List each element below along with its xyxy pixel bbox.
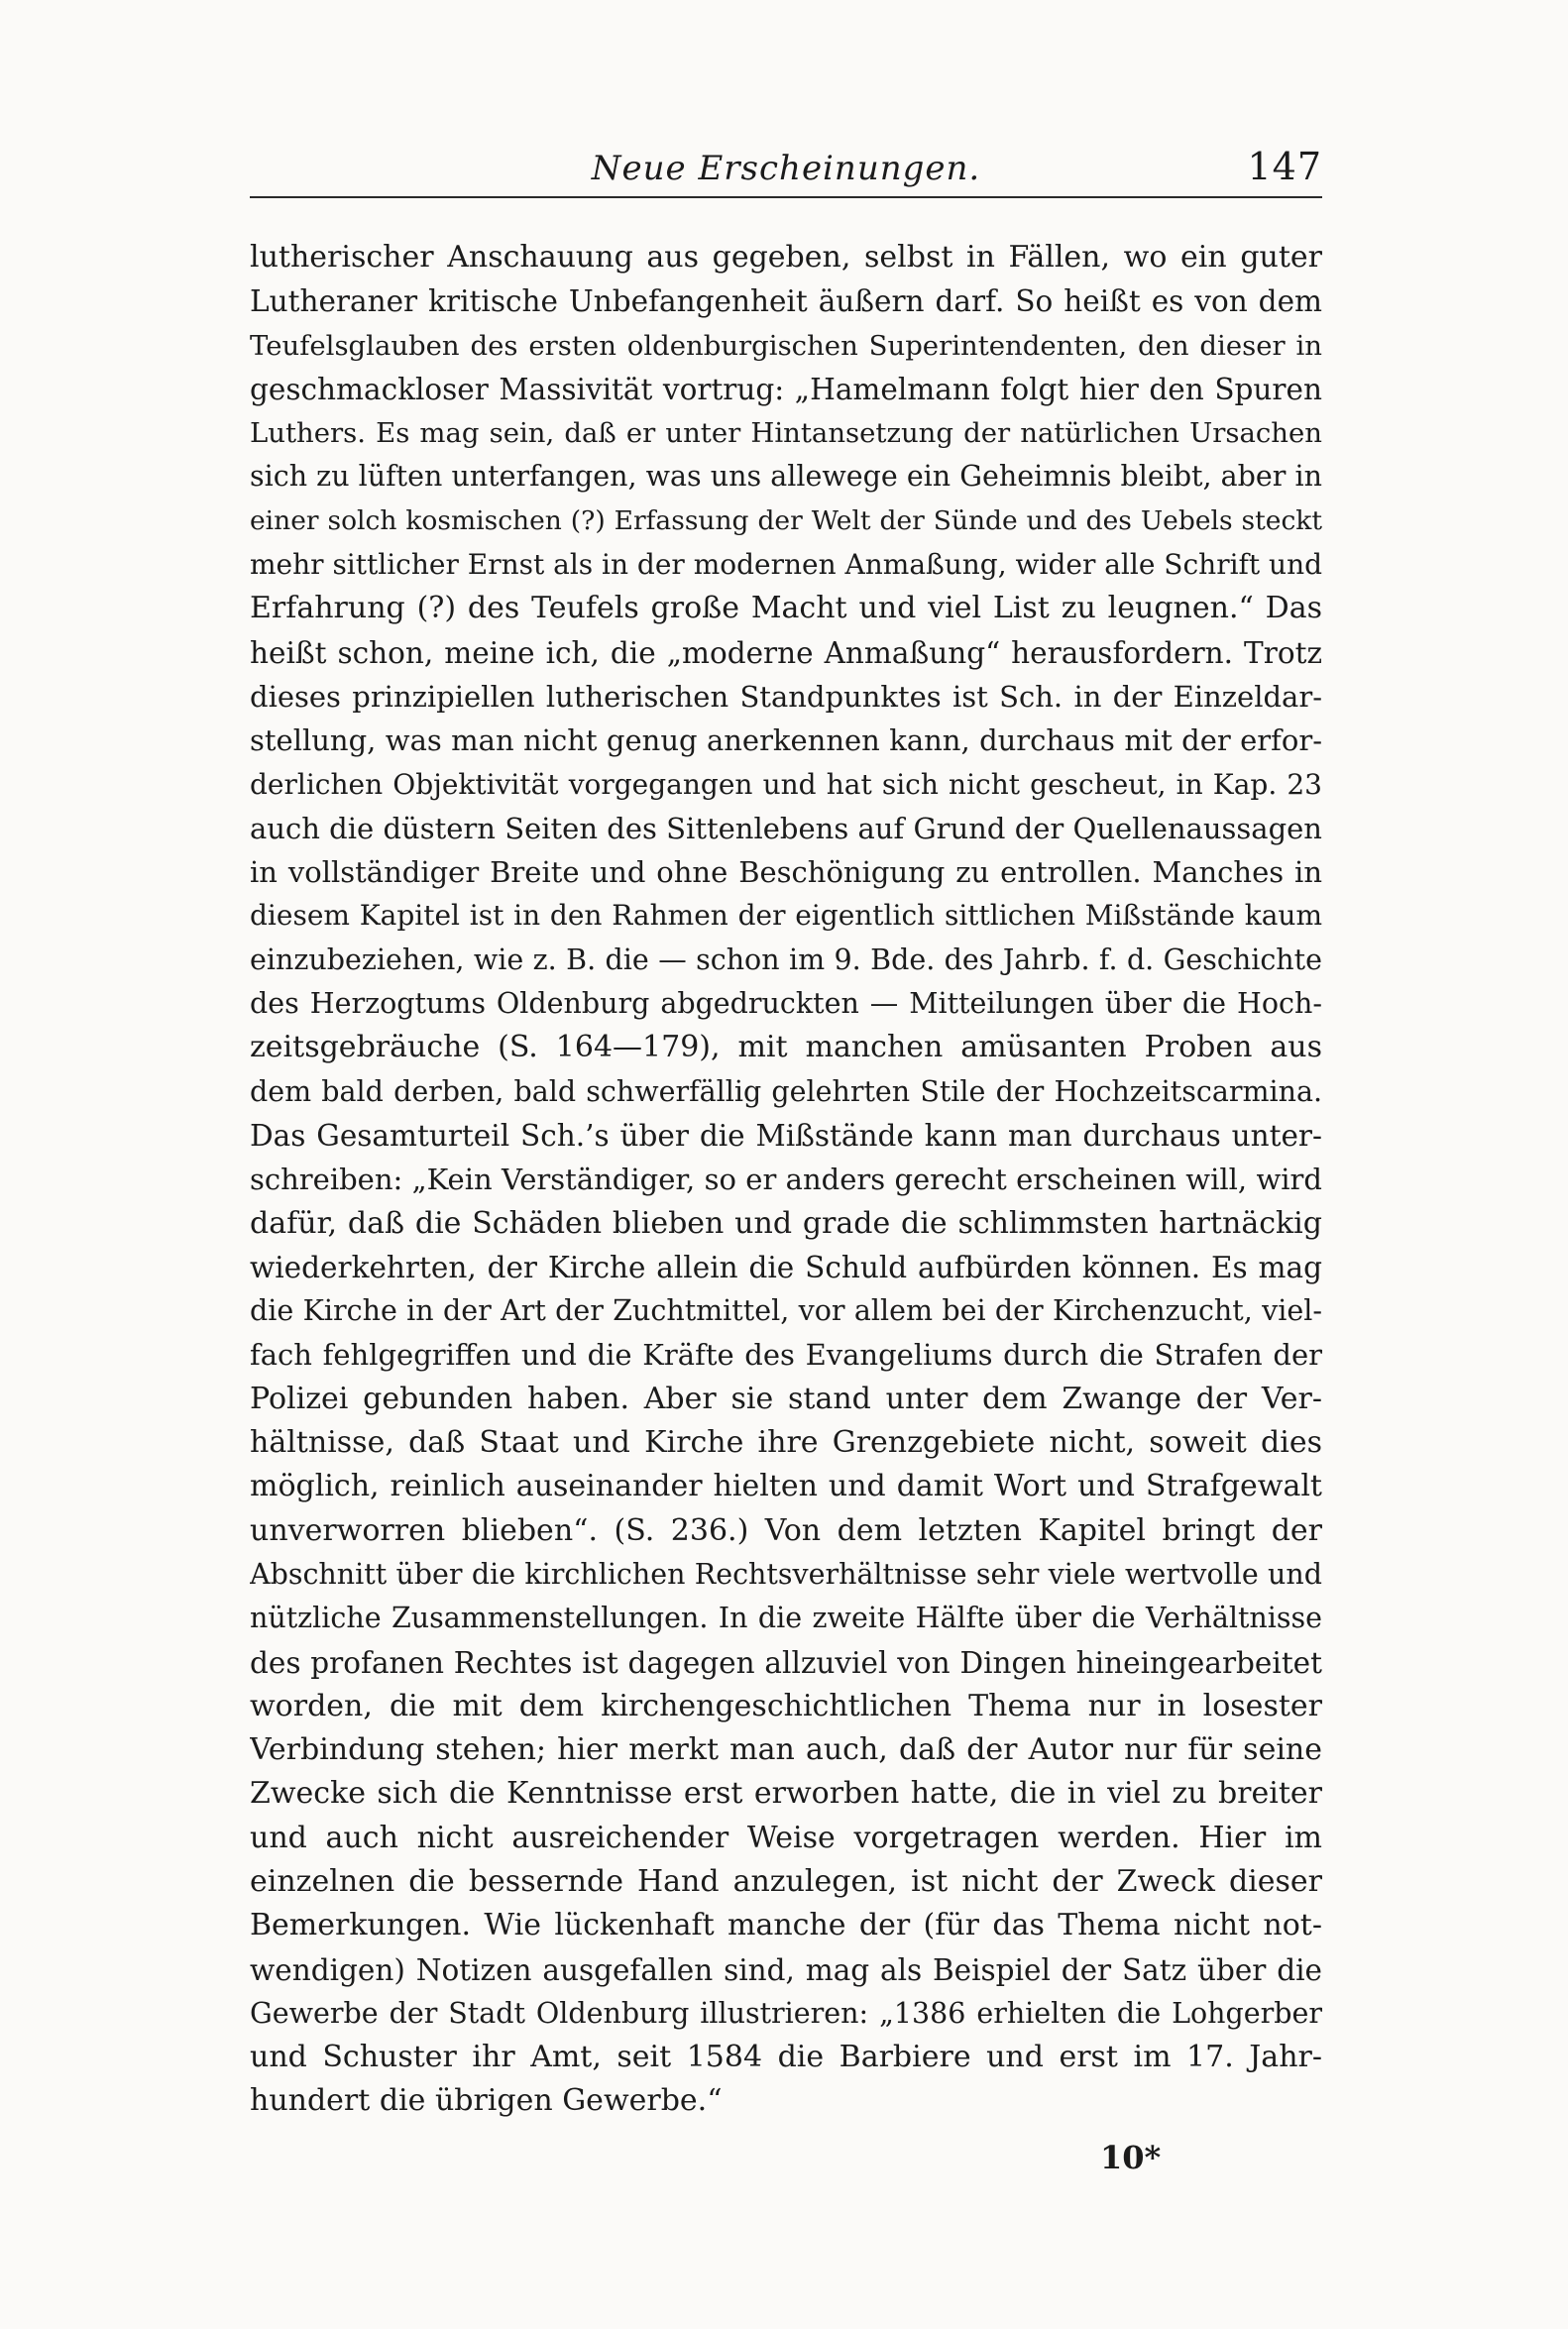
text-line: Das Gesamturteil Sch.’s über die Mißstände kann man durchaus unter- xyxy=(250,1118,1322,1153)
text-line: einzubeziehen, wie z. B. die — schon im 9. Bde. des Jahrb. f. d. Geschichte xyxy=(250,943,1322,976)
text-line: Gewerbe der Stadt Oldenburg illustrieren: „1386 erhielten die Lohgerber xyxy=(250,1996,1322,2030)
text-line: heißt schon, meine ich, die „moderne Anmaßung“ herausfordern. Trotz xyxy=(250,635,1322,670)
text-line: Zwecke sich die Kenntnisse erst erworben hatte, die in viel zu breiter xyxy=(250,1776,1322,1812)
text-line: möglich, reinlich auseinander hielten und damit Wort und Strafgewalt xyxy=(250,1469,1322,1504)
text-line: Bemerkungen. Wie lückenhaft manche der (für das Thema nicht not- xyxy=(250,1908,1322,1943)
text-line: wiederkehrten, der Kirche allein die Schuld aufbürden können. Es mag xyxy=(250,1250,1322,1284)
text-line: Verbindung stehen; hier merkt man auch, daß der Autor nur für seine xyxy=(250,1732,1322,1768)
text-line: Polizei gebunden haben. Aber sie stand unter dem Zwange der Ver- xyxy=(250,1381,1322,1416)
text-line-last: hundert die übrigen Gewerbe.“ xyxy=(250,2083,723,2119)
text-line: auch die düstern Seiten des Sittenlebens auf Grund der Quellenaussagen xyxy=(250,811,1322,845)
text-line: einzelnen die bessernde Hand anzulegen, ist nicht der Zweck dieser xyxy=(250,1863,1322,1899)
text-line: unverworren blieben“. (S. 236.) Von dem letzten Kapitel bringt der xyxy=(250,1512,1322,1548)
running-title: Neue Erscheinungen. xyxy=(591,149,981,188)
text-line: die Kirche in der Art der Zuchtmittel, vor allem bei der Kirchenzucht, viel- xyxy=(250,1294,1322,1328)
text-line: geschmackloser Massivität vortrug: „Hamelmann folgt hier den Spuren xyxy=(250,372,1322,406)
text-line: und auch nicht ausreichender Weise vorgetragen werden. Hier im xyxy=(250,1820,1322,1855)
text-line: zeitsgebräuche (S. 164—179), mit manchen amüsanten Proben aus xyxy=(250,1030,1322,1065)
text-line: stellung, was man nicht genug anerkennen kann, durchaus mit der erfor- xyxy=(250,723,1322,758)
body-text xyxy=(250,236,1322,2124)
text-line: hältnisse, daß Staat und Kirche ihre Grenzgebiete nicht, soweit dies xyxy=(250,1425,1322,1461)
text-line: einer solch kosmischen (?) Erfassung der Welt der Sünde und des Uebels steckt xyxy=(250,504,1322,536)
text-line: derlichen Objektivität vorgegangen und hat sich nicht gescheut, in Kap. 23 xyxy=(250,767,1322,801)
text-line: wendigen) Notizen ausgefallen sind, mag als Beispiel der Satz über die xyxy=(250,1952,1322,1987)
text-line: dieses prinzipiellen lutherischen Standpunktes ist Sch. in der Einzeldar- xyxy=(250,679,1322,714)
header-rule xyxy=(250,196,1322,198)
text-line: in vollständiger Breite und ohne Beschönigung zu entrollen. Manches in xyxy=(250,855,1322,890)
sheet-signature: 10* xyxy=(1100,2139,1162,2176)
text-line: worden, die mit dem kirchengeschichtlichen Thema nur in losester xyxy=(250,1688,1322,1723)
text-line: mehr sittlicher Ernst als in der modernen Anmaßung, wider alle Schrift und xyxy=(250,548,1322,582)
text-line: lutherischer Anschauung aus gegeben, selbst in Fällen, wo ein guter xyxy=(250,240,1322,275)
text-line: Erfahrung (?) des Teufels große Macht und viel List zu leugnen.“ Das xyxy=(250,591,1322,626)
text-line: Teufelsglauben des ersten oldenburgischen Superintendenten, den dieser in xyxy=(250,329,1322,362)
text-line: des profanen Rechtes ist dagegen allzuviel von Dingen hineingearbeitet xyxy=(250,1645,1322,1680)
running-head xyxy=(250,139,1322,198)
text-line: fach fehlgegriffen und die Kräfte des Evangeliums durch die Strafen der xyxy=(250,1338,1322,1373)
text-line: dafür, daß die Schäden blieben und grade die schlimmsten hartnäckig xyxy=(250,1205,1322,1241)
text-line: nützliche Zusammenstellungen. In die zweite Hälfte über die Verhältnisse xyxy=(250,1602,1322,1635)
text-line: dem bald derben, bald schwerfällig gelehrten Stile der Hochzeitscarmina. xyxy=(250,1074,1322,1108)
page-number: 147 xyxy=(1247,145,1322,188)
text-line: diesem Kapitel ist in den Rahmen der eigentlich sittlichen Mißstände kaum xyxy=(250,899,1322,933)
text-line: schreiben: „Kein Verständiger, so er anders gerecht erscheinen will, wird xyxy=(250,1163,1322,1197)
text-line: des Herzogtums Oldenburg abgedruckten — Mitteilungen über die Hoch- xyxy=(250,987,1322,1021)
text-line: und Schuster ihr Amt, seit 1584 die Barbiere und erst im 17. Jahr- xyxy=(250,2040,1322,2075)
text-line: Abschnitt über die kirchlichen Rechtsverhältnisse sehr viele wertvolle und xyxy=(250,1557,1322,1591)
text-line: sich zu lüften unterfangen, was uns allewege ein Geheimnis bleibt, aber in xyxy=(250,460,1322,494)
text-line: Lutheraner kritische Unbefangenheit äußern darf. So heißt es von dem xyxy=(250,284,1322,319)
text-line: Luthers. Es mag sein, daß er unter Hintansetzung der natürlichen Ursachen xyxy=(250,417,1322,450)
